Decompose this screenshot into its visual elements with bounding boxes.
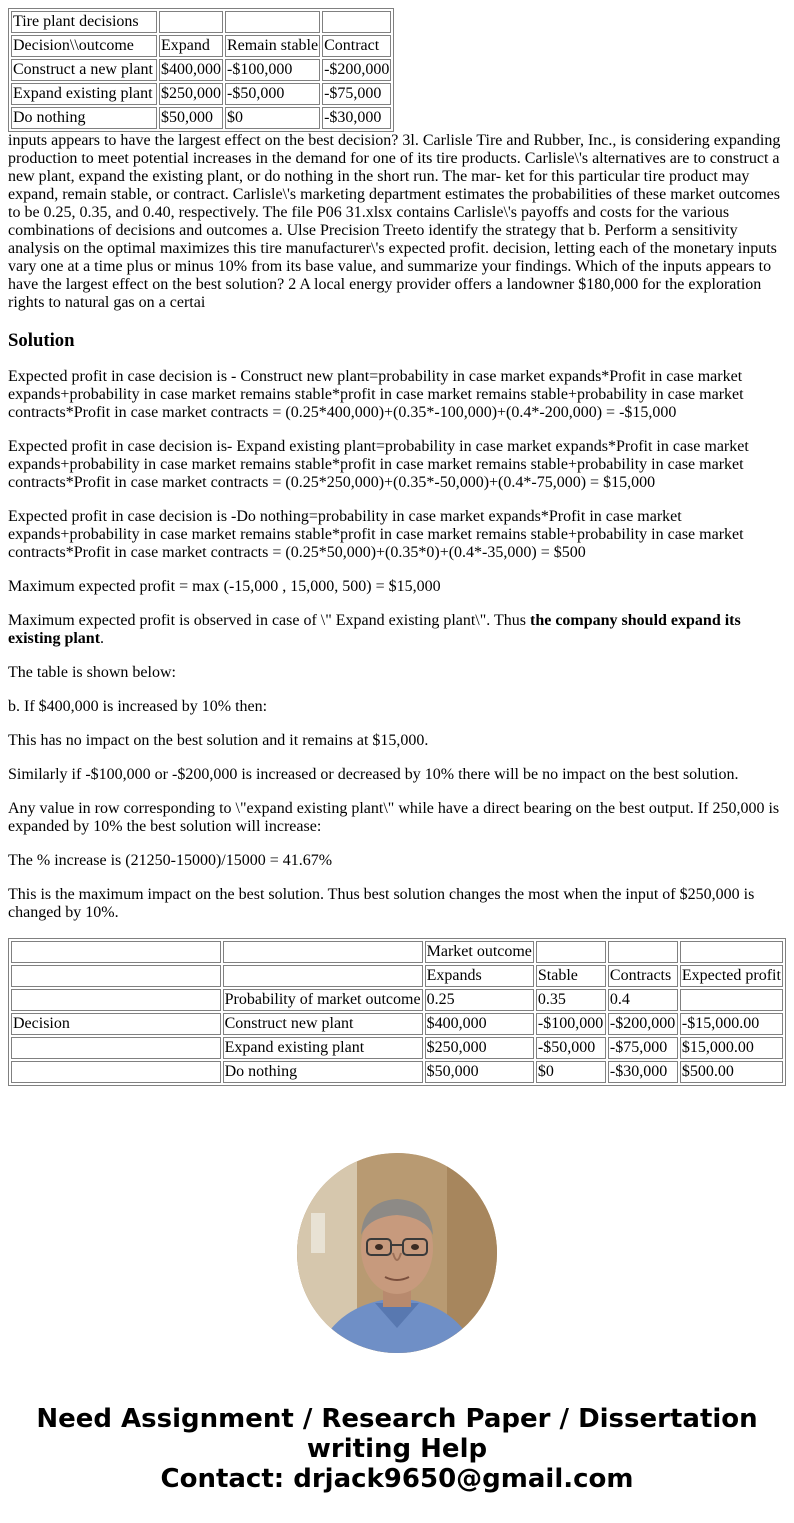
table-cell — [536, 941, 606, 963]
table-cell: Expands — [425, 965, 534, 987]
solution-paragraph: The table is shown below: — [8, 664, 176, 681]
table-cell: $50,000 — [159, 107, 223, 129]
solution-paragraph: Any value in row corresponding to \"expand existing plant\" while have a direct bearing on the best output. If 250,000 is expanded by 10% the best solution will increase: — [8, 800, 780, 835]
table-row — [11, 1037, 783, 1059]
table-cell: $250,000 — [425, 1037, 534, 1059]
table-cell: Expand existing plant — [11, 83, 157, 105]
table-cell — [225, 11, 320, 33]
author-portrait-icon — [297, 1153, 497, 1353]
solution-conclusion — [8, 612, 786, 648]
table-cell: $0 — [536, 1061, 606, 1083]
table-cell: -$200,000 — [608, 1013, 678, 1035]
table-cell — [223, 941, 423, 963]
table-cell: -$100,000 — [225, 59, 320, 81]
table-row — [11, 989, 783, 1011]
contact-email: Contact: drjack9650@gmail.com — [160, 1464, 634, 1494]
solution-paragraph: Maximum expected profit = max (-15,000 , 15,000, 500) = $15,000 — [8, 578, 441, 595]
table-cell: Contracts — [608, 965, 678, 987]
table-cell — [322, 11, 391, 33]
solution-paragraph: This has no impact on the best solution and it remains at $15,000. — [8, 732, 429, 749]
decision-payoff-table — [8, 8, 394, 132]
conclusion-end: . — [100, 630, 105, 647]
table-cell: -$75,000 — [608, 1037, 678, 1059]
contact-line: writing Help — [306, 1434, 488, 1464]
solution-paragraph: Expected profit in case decision is -Do nothing=probability in case market expands*Profit in case market expands+probability in case market remains stable*profit in case market remains stable+probability in case market contracts*Profit in case market contracts = (0.25*50,000)+(0.35*0)+(0.4*-35,000) = $500 — [8, 508, 744, 561]
table-header-cell: Remain stable — [225, 35, 320, 57]
contact-banner — [0, 1404, 794, 1494]
table-cell: -$50,000 — [225, 83, 320, 105]
table-header-cell: Expand — [159, 35, 223, 57]
table-cell — [159, 11, 223, 33]
table-cell: $500.00 — [680, 1061, 783, 1083]
table-header-cell: Contract — [322, 35, 391, 57]
table-cell — [11, 989, 221, 1011]
table-row — [11, 83, 391, 105]
table-row — [11, 35, 391, 57]
solution-paragraph: Expected profit in case decision is - Construct new plant=probability in case market expands*Profit in case market expands+probability in case market remains stable*profit in case market remains stable+probability in case market contracts*Profit in case market contracts = (0.25*400,000)+(0.35*-100,000)+(0.4*-200,000) = -$15,000 — [8, 368, 744, 421]
table-row — [11, 1013, 783, 1035]
table-cell: Construct a new plant — [11, 59, 157, 81]
table-row — [11, 11, 391, 33]
table-cell — [11, 941, 221, 963]
table-cell — [680, 989, 783, 1011]
table-cell: Stable — [536, 965, 606, 987]
table-cell — [223, 965, 423, 987]
conclusion-bold: the company should expand its existing plant — [8, 612, 741, 647]
table-cell: 0.4 — [608, 989, 678, 1011]
table-cell — [11, 965, 221, 987]
table-cell: -$15,000.00 — [680, 1013, 783, 1035]
table-cell: -$30,000 — [608, 1061, 678, 1083]
table-cell: Construct new plant — [223, 1013, 423, 1035]
table-cell: Do nothing — [11, 107, 157, 129]
solution-heading: Solution — [8, 330, 75, 351]
solution-paragraph: b. If $400,000 is increased by 10% then: — [8, 698, 268, 715]
table-cell — [11, 1061, 221, 1083]
table-row — [11, 1061, 783, 1083]
table-cell: Probability of market outcome — [223, 989, 423, 1011]
question-text: inputs appears to have the largest effect on the best decision? 3l. Carlisle Tire and Rubber, Inc., is considering expanding production to meet potential increases in the demand for one of its tire products. Carlisle\'s alternatives are to construct a new plant, expand the existing plant, or do nothing in the short run. The mar- ket for this particular tire product may expand, remain stable, or contract. Carlisle\'s marketing department estimates the probabilities of these market outcomes to be 0.25, 0.35, and 0.40, respectively. The file P06 31.xlsx contains Carlisle\'s payoffs and costs for the various combinations of decisions and outcomes a. Ulse Precision Treeto identify the strategy that b. Perform a sensitivity analysis on the optimal maximizes this tire manufacturer\'s expected profit. decision, letting each of the monetary inputs vary one at a time plus or minus 10% from its base value, and summarize your findings. Which of the inputs appears to have the largest effect on the best solution? 2 A local energy provider offers a landowner $180,000 for the exploration rights to natural gas on a certai — [8, 132, 781, 311]
table-cell: -$100,000 — [536, 1013, 606, 1035]
table-cell: 0.35 — [536, 989, 606, 1011]
table-row — [11, 941, 783, 963]
table-cell: $50,000 — [425, 1061, 534, 1083]
table-cell: Tire plant decisions — [11, 11, 157, 33]
table-cell — [680, 941, 783, 963]
table-row — [11, 107, 391, 129]
contact-line: Need Assignment / Research Paper / Dissertation — [36, 1404, 758, 1434]
table-cell: Market outcome — [425, 941, 534, 963]
table-cell: Decision — [11, 1013, 221, 1035]
solution-paragraph: This is the maximum impact on the best solution. Thus best solution changes the most when the input of $250,000 is changed by 10%. — [8, 886, 755, 921]
market-outcome-table — [8, 938, 786, 1086]
table-cell: $0 — [225, 107, 320, 129]
table-cell — [11, 1037, 221, 1059]
table-cell: $400,000 — [159, 59, 223, 81]
table-cell: Expand existing plant — [223, 1037, 423, 1059]
table-cell: $15,000.00 — [680, 1037, 783, 1059]
table-cell — [608, 941, 678, 963]
table-cell: -$75,000 — [322, 83, 391, 105]
table-row — [11, 965, 783, 987]
table-cell: $400,000 — [425, 1013, 534, 1035]
table-cell: -$50,000 — [536, 1037, 606, 1059]
conclusion-text: Maximum expected profit is observed in case of \" Expand existing plant\". Thus — [8, 612, 530, 629]
solution-paragraph: The % increase is (21250-15000)/15000 = 41.67% — [8, 852, 333, 869]
table-cell: Expected profit — [680, 965, 783, 987]
table-cell: Do nothing — [223, 1061, 423, 1083]
solution-paragraph: Similarly if -$100,000 or -$200,000 is increased or decreased by 10% there will be no impact on the best solution. — [8, 766, 739, 783]
table-cell: -$200,000 — [322, 59, 391, 81]
table-row — [11, 59, 391, 81]
table-cell: 0.25 — [425, 989, 534, 1011]
table-header-cell: Decision\\outcome — [11, 35, 157, 57]
table-cell: $250,000 — [159, 83, 223, 105]
author-avatar — [297, 1153, 497, 1353]
table-cell: -$30,000 — [322, 107, 391, 129]
solution-paragraph: Expected profit in case decision is- Expand existing plant=probability in case market expands*Profit in case market expands+probability in case market remains stable*profit in case market remains stable+probability in case market contracts*Profit in case market contracts = (0.25*250,000)+(0.35*-50,000)+(0.4*-75,000) = $15,000 — [8, 438, 749, 491]
